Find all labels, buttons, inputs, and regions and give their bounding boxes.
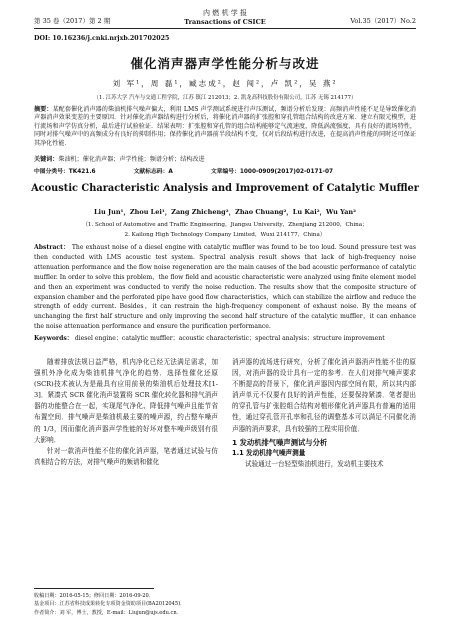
article-number: 文章编号：1000-0909(2017)02-0171-07 [210, 169, 334, 175]
abstract-cn [34, 106, 416, 148]
keywords-cn [34, 154, 416, 163]
abstract-cn-label: 摘要： [34, 106, 53, 113]
keywords-cn-text: 柴油机；催化消声器；声学性能；频谱分析；结构改进 [58, 156, 205, 163]
doi: DOI: 10.16236/j.cnki.nrjxb.201702025 [34, 35, 170, 42]
affiliation-en-2: 2. Kailong High Technology Company Limited，Wuxi 214177，China） [124, 232, 326, 238]
affiliation-cn: （1. 江苏大学 汽车与交通工程学院，江苏 镇江 212013；2. 凯龙高科技股份有限公司，江苏 无锡 214177） [93, 95, 357, 101]
clc-number: 中图分类号：TK421.6 [34, 169, 96, 175]
journal-volume-right: Vol.35（2017）No.2 [350, 17, 416, 25]
footnote [34, 592, 218, 617]
abstract-en-text: The exhaust noise of a diesel engine with catalytic muffler was found to be too loud. Sound pressure test was then conducted with LMS acoustic test system. Spectral analysis result shows that lack of high-frequency noise attenuation performance and the flow noise regeneration are the main causes of the bad acoustic performance of catalytic muffler. In order to solve this problem，the flow field and acoustic characteristic were analyzed using finite element model and then an experiment was conducted to verify the noise reduction. The results show that the composite structure of expansion chamber and the perforated pipe have good flow characteristics，which can stabilize the airflow and reduce the strength of eddy current. Besides，it can restrain the high-frequency component of exhaust noise. By the means of unchanging the first half structure and only improving the second half structure of the catalytic muffler，it can enhance the noise attenuation performance and ensure the purification performance. [34, 244, 416, 331]
authors-en: Liu Jun¹，Zhou Lei¹，Zang Zhicheng²，Zhao Chuang²，Lu Kai²，Wu Yan² [93, 208, 356, 216]
keywords-en-label: Keywords： [34, 335, 73, 342]
journal-name-cn: 内 燃 机 学 报 [203, 9, 247, 17]
affiliation-en-1: （1. School of Automotive and Traffic Engineering，Jiangsu University，Zhenjiang 212000，China； [82, 222, 368, 228]
footnote-received: 收稿日期：2016-05-15；修回日期：2016-09-20． [34, 593, 154, 599]
journal-name-en: Transactions of CSICE [184, 18, 266, 26]
abstract-en [34, 243, 416, 332]
body-column-right [232, 357, 416, 470]
body-paragraph: 随着排放法规日益严格，机内净化已经无法满足需求，加强机外净化成为柴油机排气净化的趋势．选择性催化还原(SCR)技术被认为是最具有应用前景的柴油机后处理技术[1-3]．紧凑式 SCR 催化消声装置将 SCR 催化转化器和排气消声器的功能整合在一起，实现尾气净化、降低排气噪声且能节省布置空间．排气噪声是柴油机最主要的噪声源，约占整车噪声的 1/3，因而催化消声器声学性能的好坏对整车噪声级别有很大影响． [34, 358, 218, 444]
body-paragraph: 试验通过一台轻型柴油机进行，发动机主要技术 [245, 459, 384, 468]
abstract-cn-text: 某配套催化消声器的柴油机排气噪声偏大，利用 LMS 声学测试系统进行声压测试，频谱分析后发现：高频消声性能不足是导致催化消声器消声效果变差的主要原因．针对催化消声器结构进行分析后，将催化消声器的扩张腔和穿孔管组合结构的改进方案．建立有限元模型，进行流场和声学仿真分析，最后进行试验验证．结果表明：扩张腔和穿孔管的组合结构能够定气流速度，降低涡流强度，具有良好的流场特性，同时对排气噪声中的高频成分有良好的抑制作用；保持催化消声器前半段结构不变，仅对后段结构进行改进，在提高消声性能的同时还可保证其净化性能． [34, 106, 417, 147]
footnote-rule [34, 588, 154, 589]
body-paragraph: 消声器的流场进行研究，分析了催化消声器消声性能不佳的原因，对消声器的设计具有一定的参考．在人们对排气噪声要求不断提高的背景下，催化消声器因内部空间有限，所以其内部消声单元不仅要有良好的消声性能，还要保持紧凑．笔者提出的穿孔管与扩张腔组合结构对植形催化消声器具有普遍的适用性，通过穿孔管开孔率和孔径的调整基本可以满足不同催化消声器的消声要求，具有较强的工程实用价值． [232, 358, 416, 433]
keywords-cn-label: 关键词： [34, 156, 59, 163]
keywords-en-text: diesel engine；catalytic muffler；acoustic characteristic；spectral analysis；structure improvement [74, 335, 385, 342]
body-column-left [34, 357, 218, 468]
paper-title-cn: 催化消声器声学性能分析与改进 [130, 56, 320, 71]
keywords-en [34, 334, 416, 343]
article-meta-cn [34, 166, 416, 175]
document-code: 文献标志码：A [133, 169, 173, 175]
paper-title-en: Acoustic Characteristic Analysis and Improvement of Catalytic Muffler [31, 183, 419, 194]
section-heading: 1 发动机排气噪声测试与分析 [232, 437, 328, 447]
body-paragraph: 针对一款消声性能不佳的催化消声器，笔者通过试验与仿真相结合的方法，对排气噪声的频谱和催化 [34, 446, 218, 466]
authors-cn: 刘 军¹，周 磊¹，臧志成²，赵 闯²，卢 凯²，吴 燕² [112, 79, 338, 88]
footnote-author: 作者简介：刘 军，博士，教授，E-mail：Liujun@ujs.edu.cn． [34, 609, 182, 616]
journal-volume-left: 第 35 卷（2017）第 2 期 [34, 17, 111, 25]
footnote-fund: 基金项目：江苏省科技成果转化专项资金资助项目(BA2012045)． [34, 601, 186, 608]
subsection-heading: 1.1 发动机排气噪声测量 [232, 448, 306, 457]
abstract-en-label: Abstract： [34, 244, 70, 251]
header-rule [34, 28, 416, 29]
